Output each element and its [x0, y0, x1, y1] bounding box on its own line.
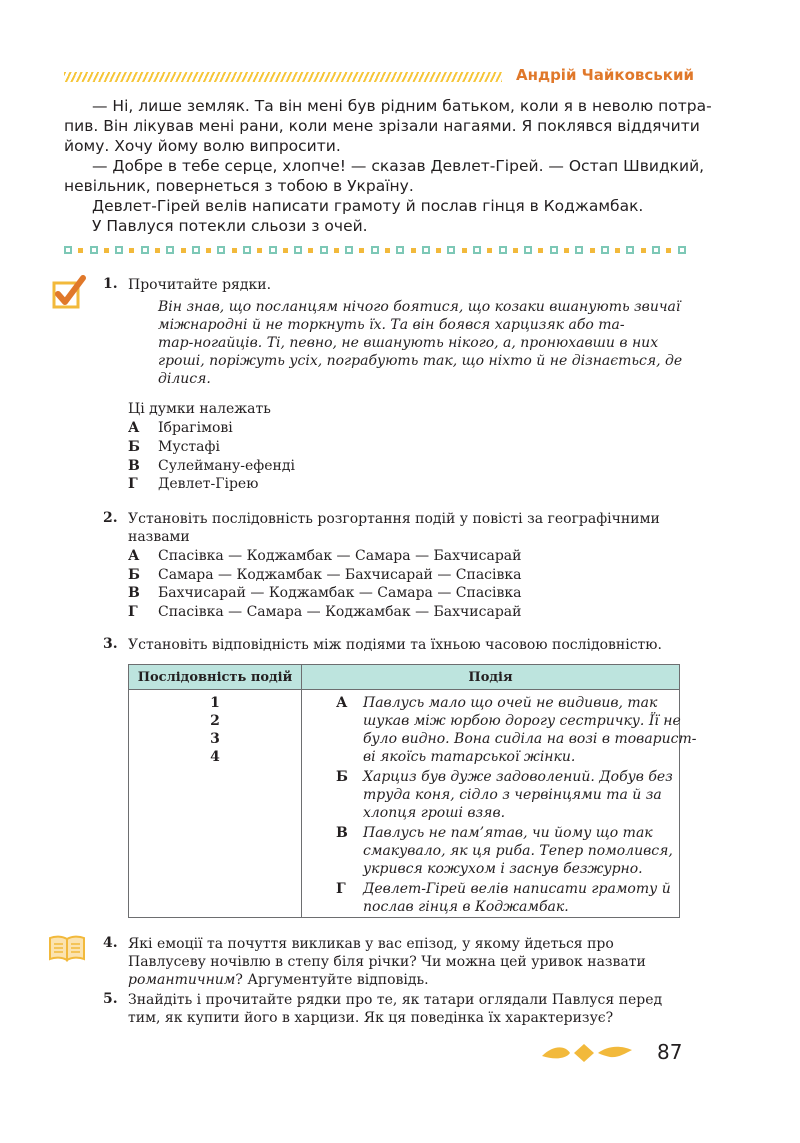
task-subprompt: Ці думки належать [128, 401, 271, 417]
sequence-number: 2 [210, 713, 220, 729]
ornament-square [294, 246, 302, 254]
task-number: 3. [103, 636, 118, 652]
task-prompt-line: Павлусеву ночівлю в степу біля річки? Чи можна цей уривок назвати [128, 954, 646, 970]
ornament-divider [64, 244, 686, 256]
sequence-number: 3 [210, 731, 220, 747]
event-line: послав гінця в Коджамбак. [363, 899, 569, 915]
event-line: Павлусь мало що очей не видивив, так [363, 695, 658, 711]
ornament-dot [78, 248, 83, 253]
ornament-dot [641, 248, 646, 253]
emphasized-word: романтичним [128, 972, 236, 988]
option-text: Мустафі [158, 439, 220, 455]
ornament-square [115, 246, 123, 254]
page-number: 87 [657, 1040, 683, 1064]
ornament-dot [232, 248, 237, 253]
option-text: Девлет-Гірею [158, 476, 259, 492]
task-prompt: Прочитайте рядки. [128, 277, 272, 293]
option-letter: А [128, 548, 140, 564]
option-text: Ібрагімові [158, 420, 233, 436]
ornament-dot [666, 248, 671, 253]
sequence-number: 1 [210, 695, 220, 711]
ornament-square [524, 246, 532, 254]
ornament-square [601, 246, 609, 254]
ornament-square [217, 246, 225, 254]
ornament-dot [590, 248, 595, 253]
table-header-event: Подія [301, 664, 680, 690]
task-prompt-rest: ? Аргументуйте відповідь. [235, 972, 429, 988]
ornament-square [422, 246, 430, 254]
quote-line: тар-ногайців. Ті, певно, не вшанують нікого, а, пронюхавши в них [158, 335, 659, 351]
ornament-dot [615, 248, 620, 253]
ornament-dot [436, 248, 441, 253]
story-line: пив. Він лікував мені рани, коли мене зрізали нагаями. Я поклявся віддячити [64, 117, 700, 135]
ornament-square [64, 246, 72, 254]
story-line: — Добре в тебе серце, хлопче! — сказав Девлет-Гірей. — Остап Швидкий, [92, 157, 705, 175]
event-line: шукав між юрбою дорогу сестричку. Її не [363, 713, 681, 729]
event-letter: А [336, 695, 348, 711]
task-prompt-line: назвами [128, 529, 190, 545]
task-number: 5. [103, 991, 118, 1007]
task-prompt-line: Які емоції та почуття викликав у вас епізод, у якому йдеться про [128, 936, 614, 952]
ornament-dot [155, 248, 160, 253]
option-text: Сулейману-ефенді [158, 458, 295, 474]
event-line: труда коня, сідло з червінцями та й за [363, 787, 662, 803]
task-prompt-line: Установіть послідовність розгортання подій у повісті за географічними [128, 511, 660, 527]
footer-ornament-icon [540, 1038, 640, 1068]
quote-line: ділися. [158, 371, 211, 387]
quote-line: Він знав, що посланцям нічого боятися, що козаки вшанують звичаї [158, 299, 681, 315]
story-line: У Павлуся потекли сльози з очей. [92, 217, 368, 235]
ornament-square [447, 246, 455, 254]
table-header-sequence: Послідовність подій [128, 664, 302, 690]
event-letter: Г [336, 881, 346, 897]
task-prompt-line [128, 971, 429, 989]
event-letter: Б [336, 769, 348, 785]
ornament-square [320, 246, 328, 254]
checkmark-task-icon [52, 275, 86, 309]
option-letter: Г [128, 604, 138, 620]
event-line: було видно. Вона сиділа на возі в товарист- [363, 731, 697, 747]
ornament-dot [129, 248, 134, 253]
quote-line: гроші, поріжуть усіх, пограбують так, що ніхто й не дізнається, де [158, 353, 683, 369]
ornament-square [678, 246, 686, 254]
event-line: укрився кожухом і заснув безжурно. [363, 861, 643, 877]
sequence-number: 4 [210, 749, 220, 765]
option-letter: А [128, 420, 140, 436]
ornament-dot [206, 248, 211, 253]
event-line: ві якоїсь татарської жінки. [363, 749, 576, 765]
ornament-square [550, 246, 558, 254]
story-line: — Ні, лише земляк. Та він мені був рідним батьком, коли я в неволю потра- [92, 97, 712, 115]
ornament-square [141, 246, 149, 254]
ornament-square [626, 246, 634, 254]
open-book-icon [47, 934, 87, 962]
ornament-dot [359, 248, 364, 253]
ornament-square [575, 246, 583, 254]
ornament-dot [308, 248, 313, 253]
ornament-square [269, 246, 277, 254]
task-number: 1. [103, 276, 118, 292]
task-prompt: Установіть відповідність між подіями та їхньою часовою послідовністю. [128, 637, 662, 653]
ornament-square [371, 246, 379, 254]
ornament-dot [411, 248, 416, 253]
task-prompt-line: тим, як купити його в харцизи. Як ця поведінка їх характеризує? [128, 1010, 614, 1026]
task-number: 4. [103, 935, 118, 951]
ornament-dot [538, 248, 543, 253]
event-line: Харциз був дуже задоволений. Добув без [363, 769, 673, 785]
ornament-square [90, 246, 98, 254]
ornament-dot [487, 248, 492, 253]
ornament-square [473, 246, 481, 254]
event-letter: В [336, 825, 348, 841]
ornament-square [243, 246, 251, 254]
story-line: йому. Хочу йому волю випросити. [64, 137, 341, 155]
quote-line: міжнародні й не торкнуть їх. Та він боявся харцизяк або та- [158, 317, 625, 333]
ornament-dot [385, 248, 390, 253]
header-hatch-decoration [64, 72, 502, 82]
ornament-dot [181, 248, 186, 253]
ornament-square [499, 246, 507, 254]
option-text: Спасівка — Коджамбак — Самара — Бахчисарай [158, 548, 522, 564]
option-text: Спасівка — Самара — Коджамбак — Бахчисарай [158, 604, 522, 620]
ornament-dot [564, 248, 569, 253]
ornament-square [652, 246, 660, 254]
ornament-dot [334, 248, 339, 253]
ornament-square [345, 246, 353, 254]
ornament-dot [462, 248, 467, 253]
option-letter: В [128, 458, 140, 474]
option-text: Бахчисарай — Коджамбак — Самара — Спасівка [158, 585, 522, 601]
task-prompt-line: Знайдіть і прочитайте рядки про те, як татари оглядали Павлуся перед [128, 992, 663, 1008]
event-line: Девлет-Гірей велів написати грамоту й [363, 881, 671, 897]
story-line: Девлет-Гірей велів написати грамоту й послав гінця в Коджамбак. [92, 197, 644, 215]
running-head-author: Андрій Чайковський [515, 66, 694, 84]
option-letter: Б [128, 567, 140, 583]
option-letter: Г [128, 476, 138, 492]
task-number: 2. [103, 510, 118, 526]
ornament-dot [283, 248, 288, 253]
ornament-square [192, 246, 200, 254]
story-line: невільник, повернеться з тобою в Україну. [64, 177, 414, 195]
ornament-dot [257, 248, 262, 253]
option-letter: Б [128, 439, 140, 455]
event-line: хлопця гроші взяв. [363, 805, 506, 821]
event-line: смакувало, як ця риба. Тепер помолився, [363, 843, 673, 859]
ornament-square [166, 246, 174, 254]
event-line: Павлусь не пам’ятав, чи йому що так [363, 825, 653, 841]
ornament-square [396, 246, 404, 254]
option-text: Самара — Коджамбак — Бахчисарай — Спасівка [158, 567, 522, 583]
ornament-dot [513, 248, 518, 253]
option-letter: В [128, 585, 140, 601]
ornament-dot [104, 248, 109, 253]
